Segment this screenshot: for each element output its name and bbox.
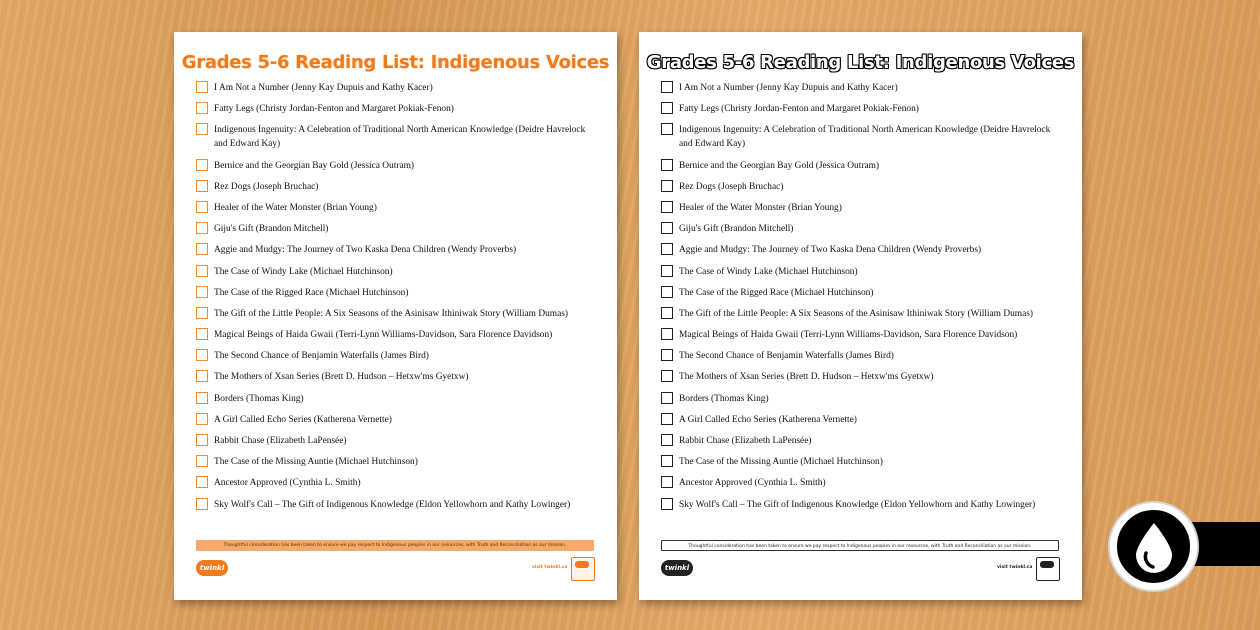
checkbox[interactable] bbox=[196, 476, 208, 488]
book-title: The Case of the Missing Auntie (Michael Hutchinson) bbox=[214, 457, 418, 468]
book-title: The Case of the Rigged Race (Michael Hutchinson) bbox=[679, 287, 874, 298]
book-title: The Second Chance of Benjamin Waterfalls (James Bird) bbox=[214, 351, 429, 362]
list-item bbox=[196, 413, 606, 427]
book-title: Fatty Legs (Christy Jordan-Fenton and Margaret Pokiak-Fenon) bbox=[214, 104, 454, 115]
checkbox[interactable] bbox=[661, 328, 673, 340]
book-title: A Girl Called Echo Series (Katherena Vernette) bbox=[679, 414, 857, 425]
list-item bbox=[661, 328, 1071, 342]
book-title: Indigenous Ingenuity: A Celebration of Traditional North American Knowledge (Deidre Havrelock and Edward Kay) bbox=[214, 125, 586, 150]
book-title: Healer of the Water Monster (Brian Young) bbox=[679, 202, 842, 213]
worksheet-color-version bbox=[174, 32, 617, 600]
list-item bbox=[661, 222, 1071, 236]
checkbox[interactable] bbox=[661, 434, 673, 446]
book-title: Aggie and Mudgy: The Journey of Two Kaska Dena Children (Wendy Proverbs) bbox=[214, 245, 517, 256]
checkbox[interactable] bbox=[196, 180, 208, 192]
list-item bbox=[661, 81, 1071, 95]
checkbox[interactable] bbox=[661, 180, 673, 192]
checkbox[interactable] bbox=[196, 498, 208, 510]
checkbox[interactable] bbox=[196, 201, 208, 213]
checkbox[interactable] bbox=[661, 370, 673, 382]
checkbox[interactable] bbox=[196, 413, 208, 425]
list-item bbox=[661, 159, 1071, 173]
respect-banner: Thoughtful consideration has been taken to ensure we pay respect to Indigenous peoples in our resources, with Truth and Reconciliation as our mission. bbox=[661, 540, 1059, 551]
book-title: The Gift of the Little People: A Six Seasons of the Asinisaw Ithiniwak Story (William Dumas) bbox=[214, 308, 569, 319]
book-title: I Am Not a Number (Jenny Kay Dupuis and Kathy Kacer) bbox=[679, 83, 898, 93]
twinkl-logo: twinkl bbox=[661, 560, 693, 576]
list-item bbox=[196, 243, 606, 257]
list-item bbox=[196, 498, 606, 512]
checkbox[interactable] bbox=[661, 392, 673, 404]
checkbox[interactable] bbox=[196, 243, 208, 255]
page-title: Grades 5-6 Reading List: Indigenous Voices bbox=[181, 52, 610, 73]
list-item bbox=[661, 265, 1071, 279]
list-item bbox=[196, 201, 606, 215]
list-item bbox=[661, 307, 1071, 321]
book-title: Borders (Thomas King) bbox=[214, 393, 304, 404]
reading-list bbox=[196, 81, 606, 519]
book-title: Indigenous Ingenuity: A Celebration of Traditional North American Knowledge (Deidre Havrelock and Edward Kay) bbox=[679, 125, 1051, 150]
book-title: Fatty Legs (Christy Jordan-Fenton and Margaret Pokiak-Fenon) bbox=[679, 104, 919, 115]
checkbox[interactable] bbox=[196, 307, 208, 319]
checkbox[interactable] bbox=[661, 123, 673, 135]
checkbox[interactable] bbox=[196, 265, 208, 277]
book-title: Rabbit Chase (Elizabeth LaPensée) bbox=[214, 436, 347, 446]
book-title: I Am Not a Number (Jenny Kay Dupuis and Kathy Kacer) bbox=[214, 83, 433, 93]
ink-toggle-bar[interactable] bbox=[1188, 522, 1260, 566]
page-title: Grades 5-6 Reading List: Indigenous Voices bbox=[646, 52, 1075, 73]
book-title: Aggie and Mudgy: The Journey of Two Kaska Dena Children (Wendy Proverbs) bbox=[679, 245, 982, 256]
book-title: Ancestor Approved (Cynthia L. Smith) bbox=[679, 478, 826, 489]
book-title: The Gift of the Little People: A Six Seasons of the Asinisaw Ithiniwak Story (William Dumas) bbox=[679, 308, 1034, 319]
list-item bbox=[196, 81, 606, 95]
book-title: A Girl Called Echo Series (Katherena Vernette) bbox=[214, 414, 392, 425]
book-title: Sky Wolf's Call – The Gift of Indigenous Knowledge (Eldon Yellowhorn and Kathy Lowinger) bbox=[679, 499, 1036, 510]
list-item bbox=[661, 102, 1071, 116]
visit-link-text: visit twinkl.ca bbox=[532, 565, 568, 570]
book-title: The Mothers of Xsan Series (Brett D. Hudson – Hetxw'ms Gyetxw) bbox=[679, 372, 934, 383]
checkbox[interactable] bbox=[196, 222, 208, 234]
respect-banner: Thoughtful consideration has been taken to ensure we pay respect to Indigenous peoples in our resources, with Truth and Reconciliation as our mission. bbox=[196, 540, 594, 551]
book-title: Borders (Thomas King) bbox=[679, 393, 769, 404]
book-title: The Case of the Missing Auntie (Michael Hutchinson) bbox=[679, 457, 883, 468]
book-title: Rez Dogs (Joseph Bruchac) bbox=[214, 181, 319, 192]
checkbox[interactable] bbox=[661, 265, 673, 277]
book-title: The Second Chance of Benjamin Waterfalls (James Bird) bbox=[679, 351, 894, 362]
checkbox[interactable] bbox=[196, 370, 208, 382]
book-title: Rez Dogs (Joseph Bruchac) bbox=[679, 181, 784, 192]
checkbox[interactable] bbox=[196, 455, 208, 467]
list-item bbox=[196, 159, 606, 173]
checkbox[interactable] bbox=[661, 349, 673, 361]
checkbox[interactable] bbox=[661, 81, 673, 93]
list-item bbox=[661, 286, 1071, 300]
list-item bbox=[661, 434, 1071, 448]
checkbox[interactable] bbox=[196, 434, 208, 446]
checkbox[interactable] bbox=[661, 286, 673, 298]
list-item bbox=[661, 392, 1071, 406]
book-title: Sky Wolf's Call – The Gift of Indigenous Knowledge (Eldon Yellowhorn and Kathy Lowinger) bbox=[214, 499, 571, 510]
list-item bbox=[661, 370, 1071, 384]
list-item bbox=[196, 222, 606, 236]
list-item bbox=[661, 123, 1071, 151]
book-title: The Case of the Rigged Race (Michael Hutchinson) bbox=[214, 287, 409, 298]
book-title: Rabbit Chase (Elizabeth LaPensée) bbox=[679, 436, 812, 446]
book-title: The Mothers of Xsan Series (Brett D. Hudson – Hetxw'ms Gyetxw) bbox=[214, 372, 469, 383]
book-title: Ancestor Approved (Cynthia L. Smith) bbox=[214, 478, 361, 489]
checkbox[interactable] bbox=[661, 455, 673, 467]
ink-drop-icon bbox=[1132, 521, 1176, 573]
checkbox[interactable] bbox=[196, 328, 208, 340]
list-item bbox=[661, 349, 1071, 363]
list-item bbox=[196, 265, 606, 279]
book-title: Magical Beings of Haida Gwaii (Terri-Lynn Williams-Davidson, Sara Florence Davidson) bbox=[679, 330, 1018, 341]
checkbox[interactable] bbox=[196, 81, 208, 93]
worksheet-bw-version bbox=[639, 32, 1082, 600]
checkbox[interactable] bbox=[661, 201, 673, 213]
checkbox[interactable] bbox=[661, 307, 673, 319]
visit-link-text: visit twinkl.ca bbox=[997, 565, 1033, 570]
badge-logo-icon bbox=[1036, 557, 1060, 581]
list-item bbox=[196, 286, 606, 300]
list-item bbox=[196, 123, 606, 151]
list-item bbox=[196, 307, 606, 321]
book-title: The Case of Windy Lake (Michael Hutchinson) bbox=[679, 266, 858, 277]
checkbox[interactable] bbox=[196, 123, 208, 135]
list-item bbox=[196, 455, 606, 469]
list-item bbox=[196, 102, 606, 116]
checkbox[interactable] bbox=[661, 476, 673, 488]
checkbox[interactable] bbox=[196, 159, 208, 171]
list-item bbox=[196, 434, 606, 448]
checkbox[interactable] bbox=[196, 349, 208, 361]
list-item bbox=[661, 476, 1071, 490]
ink-saver-button[interactable] bbox=[1110, 503, 1197, 590]
checkbox[interactable] bbox=[661, 159, 673, 171]
badge-logo-icon bbox=[571, 557, 595, 581]
book-title: Giju's Gift (Brandon Mitchell) bbox=[679, 224, 794, 235]
list-item bbox=[196, 180, 606, 194]
list-item bbox=[661, 243, 1071, 257]
list-item bbox=[196, 370, 606, 384]
list-item bbox=[196, 476, 606, 490]
checkbox[interactable] bbox=[196, 392, 208, 404]
book-title: Bernice and the Georgian Bay Gold (Jessica Outram) bbox=[679, 160, 880, 171]
list-item bbox=[661, 201, 1071, 215]
twinkl-logo: twinkl bbox=[196, 560, 228, 576]
book-title: Giju's Gift (Brandon Mitchell) bbox=[214, 224, 329, 235]
list-item bbox=[661, 455, 1071, 469]
reading-list bbox=[661, 81, 1071, 519]
list-item bbox=[661, 498, 1071, 512]
book-title: Magical Beings of Haida Gwaii (Terri-Lynn Williams-Davidson, Sara Florence Davidson) bbox=[214, 330, 553, 341]
list-item bbox=[196, 328, 606, 342]
checkbox[interactable] bbox=[661, 102, 673, 114]
checkbox[interactable] bbox=[661, 222, 673, 234]
checkbox[interactable] bbox=[196, 102, 208, 114]
checkbox[interactable] bbox=[661, 498, 673, 510]
book-title: The Case of Windy Lake (Michael Hutchinson) bbox=[214, 266, 393, 277]
checkbox[interactable] bbox=[661, 243, 673, 255]
checkbox[interactable] bbox=[661, 413, 673, 425]
list-item bbox=[196, 349, 606, 363]
list-item bbox=[661, 413, 1071, 427]
book-title: Healer of the Water Monster (Brian Young) bbox=[214, 202, 377, 213]
book-title: Bernice and the Georgian Bay Gold (Jessica Outram) bbox=[214, 160, 415, 171]
checkbox[interactable] bbox=[196, 286, 208, 298]
list-item bbox=[196, 392, 606, 406]
list-item bbox=[661, 180, 1071, 194]
